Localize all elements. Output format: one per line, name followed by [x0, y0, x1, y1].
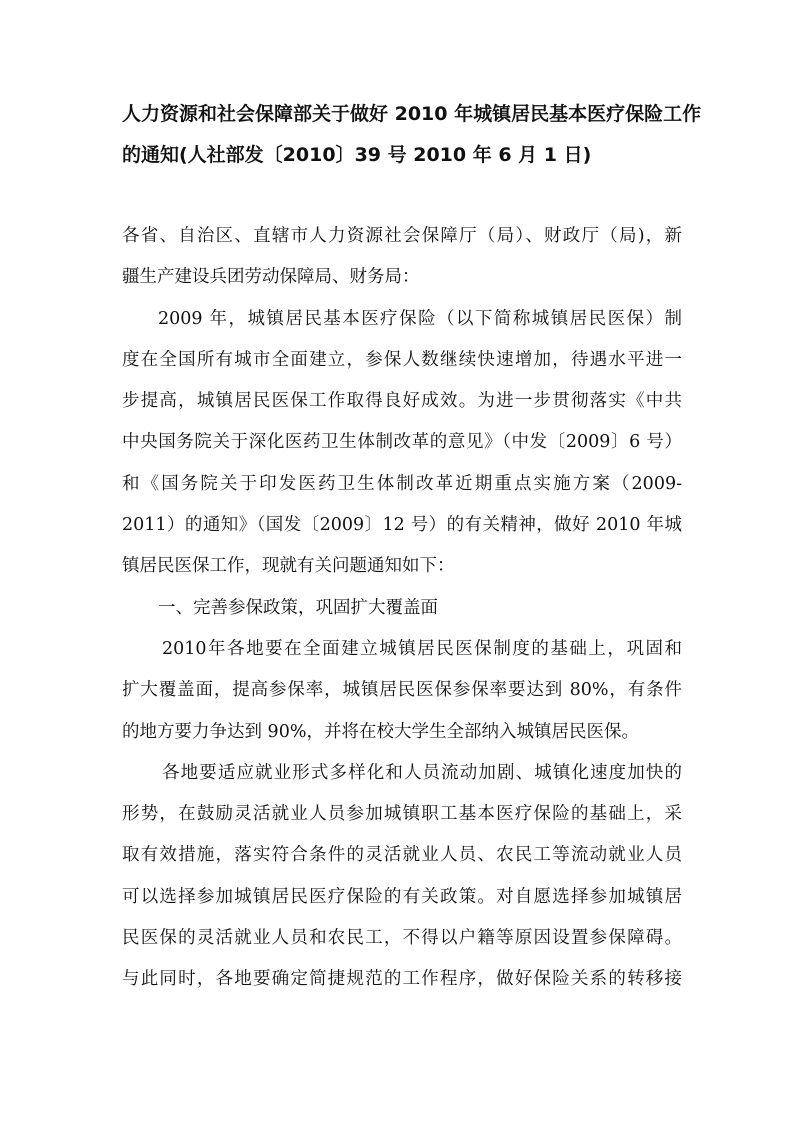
paragraph-line: 民医保的灵活就业人员和农民工，不得以户籍等原因设置参保障碍。 — [122, 928, 682, 949]
paragraph-line: 各地要适应就业形式多样化和人员流动加剧、城镇化速度加快的 — [162, 762, 682, 783]
section-heading: 一、完善参保政策，巩固扩大覆盖面 — [158, 597, 438, 618]
title-line-2: 的通知(人社部发〔2010〕39 号 2010 年 6 月 1 日) — [122, 144, 592, 166]
paragraph-line: 镇居民医保工作，现就有关问题通知如下： — [122, 556, 455, 577]
paragraph-line: 可以选择参加城镇居民医疗保险的有关政策。对自愿选择参加城镇居 — [122, 886, 682, 907]
paragraph-line: 取有效措施，落实符合条件的灵活就业人员、农民工等流动就业人员 — [122, 845, 682, 866]
salutation-line-2: 疆生产建设兵团劳动保障局、财务局： — [122, 267, 420, 288]
paragraph-line: 形势，在鼓励灵活就业人员参加城镇职工基本医疗保险的基础上，采 — [122, 804, 682, 825]
paragraph-line: 2011）的通知》（国发〔2009〕12 号）的有关精神，做好 2010 年城 — [122, 515, 682, 536]
paragraph-line: 中央国务院关于深化医药卫生体制改革的意见》（中发〔2009〕6 号） — [122, 432, 682, 453]
paragraph-line: 度在全国所有城市全面建立，参保人数继续快速增加，待遇水平进一 — [122, 349, 682, 370]
salutation-line-1: 各省、自治区、直辖市人力资源社会保障厅（局）、财政厅（局)，新 — [122, 226, 682, 246]
paragraph-line: 2009 年，城镇居民基本医疗保险（以下简称城镇居民医保）制 — [158, 308, 682, 329]
paragraph-line: 步提高，城镇居民医保工作取得良好成效。为进一步贯彻落实《中共 — [122, 391, 682, 412]
paragraph-line: 扩大覆盖面，提高参保率，城镇居民医保参保率要达到 80%，有条件 — [122, 680, 682, 701]
paragraph-line: 2010年各地要在全面建立城镇居民医保制度的基础上，巩固和 — [162, 638, 682, 659]
paragraph-line: 和《国务院关于印发医药卫生体制改革近期重点实施方案（2009- — [122, 473, 682, 494]
document-body — [122, 216, 682, 1001]
document-title — [122, 94, 702, 176]
paragraph-line: 的地方要力争达到 90%，并将在校大学生全部纳入城镇居民医保。 — [122, 721, 639, 742]
title-line-1: 人力资源和社会保障部关于做好 2010 年城镇居民基本医疗保险工作 — [122, 103, 702, 125]
paragraph-line: 与此同时，各地要确定简捷规范的工作程序，做好保险关系的转移接 — [122, 969, 682, 990]
